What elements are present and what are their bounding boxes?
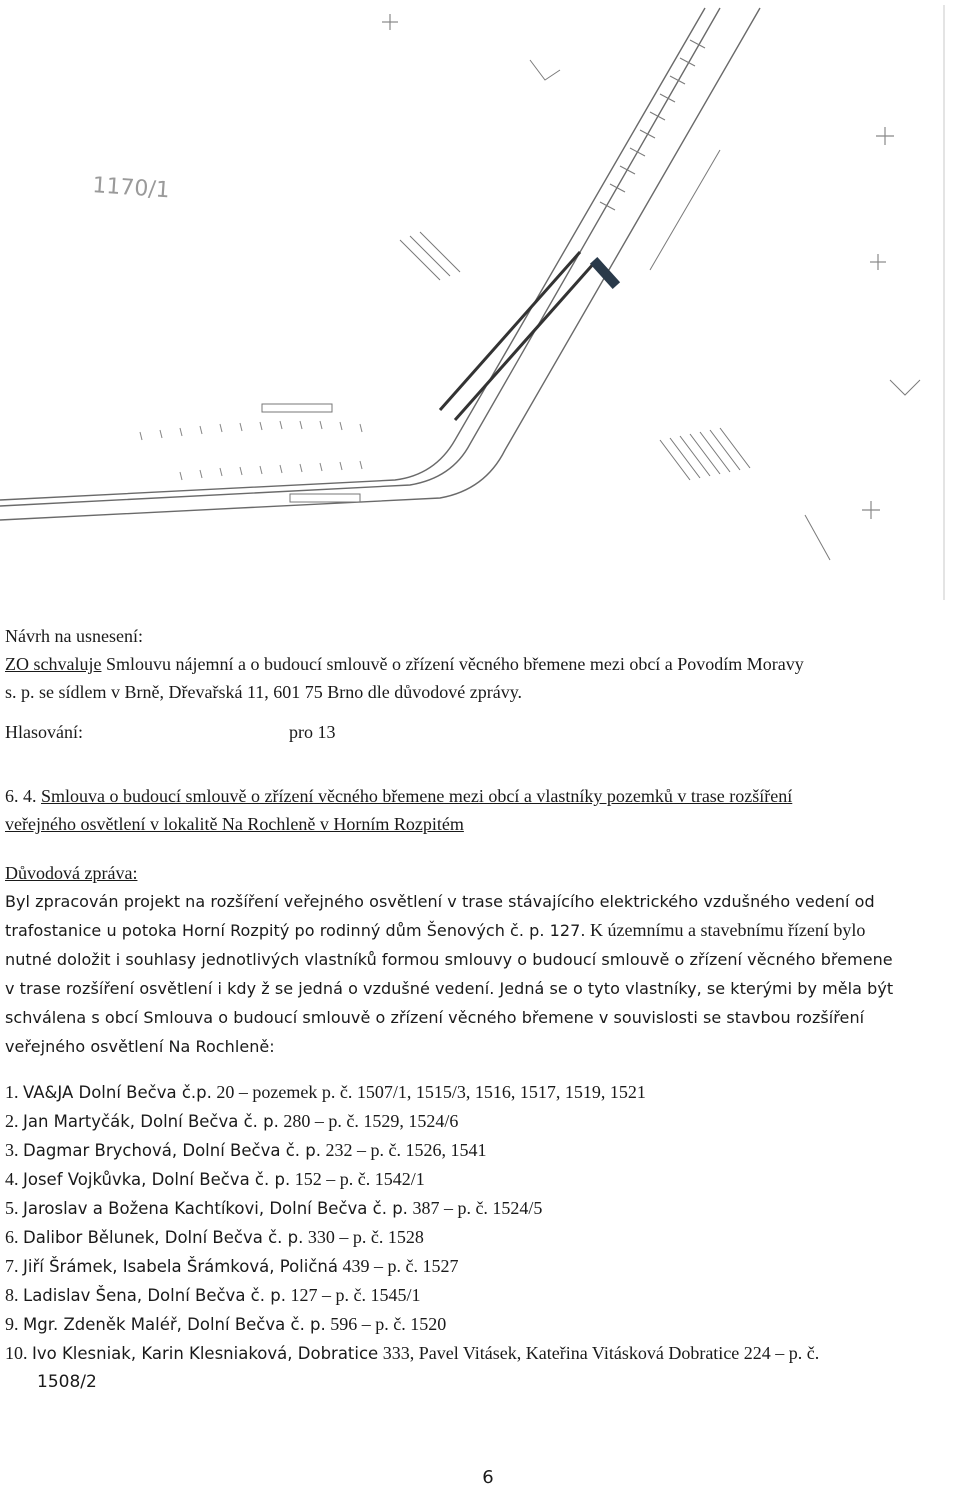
owner-item: [5, 1194, 946, 1223]
item-title-line-2: veřejného osvětlení v lokalitě Na Rochleně v Horním Rozpitém: [5, 814, 464, 834]
owner-number: 3.: [5, 1140, 19, 1160]
owner-parcels: 333, Pavel Vitásek, Kateřina Vitásková Dobratice 224 – p. č.: [378, 1343, 820, 1363]
owner-item: [5, 1078, 946, 1107]
report-line-4-sans: v trase rozšíření osvětlení i kdy ž se jedná o vzdušné vedení.: [5, 979, 495, 998]
report-line-2-serif: K územnímu a stavebnímu řízení bylo: [585, 920, 866, 940]
owner-name: Dalibor Bělunek, Dolní Bečva č. p.: [23, 1228, 304, 1247]
owner-item: [5, 1136, 946, 1165]
owner-number: 8.: [5, 1285, 19, 1305]
resolution-line-1: [5, 650, 946, 678]
owner-parcels: 127 – p. č. 1545/1: [285, 1285, 421, 1305]
owner-number: 2.: [5, 1111, 19, 1131]
owner-name: Ladislav Šena, Dolní Bečva č. p.: [23, 1286, 286, 1305]
report-line-6-text: veřejného osvětlení Na Rochleně:: [5, 1037, 275, 1056]
owner-name: Josef Vojkůvka, Dolní Bečva č. p.: [23, 1170, 291, 1189]
owner-item: [5, 1107, 946, 1136]
owner-name: Ivo Klesniak, Karin Klesniaková, Dobratice: [32, 1344, 379, 1363]
report-line-6: [5, 1032, 946, 1061]
item-title-text-1: Smlouva o budoucí smlouvě o zřízení věcného břemene mezi obcí a vlastníky pozemků v trase rozšíření: [41, 786, 793, 806]
report-line-2: [5, 916, 946, 945]
owner-parcels: 280 – p. č. 1529, 1524/6: [278, 1111, 459, 1131]
owner-item: [5, 1281, 946, 1310]
report-line-2-sans: trafostanice u potoka Horní Rozpitý po rodinný dům Šenových č. p. 127.: [5, 921, 586, 940]
report-line-4-rest: Jedná se o tyto vlastníky, se kterými by měla být: [494, 979, 894, 998]
owners-continuation: 1508/2: [37, 1372, 97, 1392]
report-line-5-text: schválena s obcí Smlouva o budoucí smlouvě o zřízení věcného břemene v souvislosti se stavbou rozšíření: [5, 1008, 865, 1027]
owners-list: [5, 1078, 946, 1396]
vote-row: [5, 718, 946, 746]
owner-name: Jiří Šrámek, Isabela Šrámková, Poličná: [23, 1257, 338, 1276]
owner-parcels: 20 – pozemek p. č. 1507/1, 1515/3, 1516, 1517, 1519, 1521: [211, 1082, 646, 1102]
owner-item: [5, 1223, 946, 1252]
site-plan-drawing: [0, 0, 960, 600]
owner-number: 4.: [5, 1169, 19, 1189]
resolution-lead: ZO schvaluje: [5, 654, 102, 674]
report-heading: Důvodová zpráva:: [5, 863, 138, 883]
owner-item: [5, 1165, 946, 1194]
report-line-4: [5, 974, 946, 1003]
report-section: [5, 859, 946, 1061]
owner-name: Jaroslav a Božena Kachtíkovi, Dolní Bečva č. p.: [23, 1199, 408, 1218]
owner-number: 6.: [5, 1227, 19, 1247]
report-line-1: [5, 887, 946, 916]
report-line-3: [5, 945, 946, 974]
owner-number: 10.: [5, 1343, 28, 1363]
owner-name: Dagmar Brychová, Dolní Bečva č. p.: [23, 1141, 321, 1160]
item-title: [5, 782, 946, 838]
report-line-5: [5, 1003, 946, 1032]
owner-name: Mgr. Zdeněk Maléř, Dolní Bečva č. p.: [23, 1315, 326, 1334]
owner-item: [5, 1252, 946, 1281]
owner-item: [5, 1339, 946, 1368]
owner-parcels: 152 – p. č. 1542/1: [290, 1169, 425, 1189]
resolution-line-2: s. p. se sídlem v Brně, Dřevařská 11, 601 75 Brno dle důvodové zprávy.: [5, 682, 523, 702]
owner-parcels: 387 – p. č. 1524/5: [407, 1198, 543, 1218]
owner-number: 1.: [5, 1082, 19, 1102]
report-line-3-text: nutné doložit i souhlasy jednotlivých vlastníků formou smlouvy o budoucí smlouvě o zřízení věcného břemene: [5, 950, 893, 969]
owner-parcels: 596 – p. č. 1520: [325, 1314, 447, 1334]
sheet-mark: 1170/1: [91, 173, 171, 204]
vote-value: pro 13: [289, 722, 336, 742]
item-title-line-1: [5, 782, 946, 810]
owner-name: VA&JA Dolní Bečva č.p.: [23, 1083, 212, 1102]
owner-item: [5, 1310, 946, 1339]
owner-number: 5.: [5, 1198, 19, 1218]
owner-number: 7.: [5, 1256, 19, 1276]
owner-parcels: 232 – p. č. 1526, 1541: [320, 1140, 487, 1160]
resolution-line1-text: Smlouvu nájemní a o budoucí smlouvě o zřízení věcného břemene mezi obcí a Povodím Moravy: [101, 654, 804, 674]
owner-number: 9.: [5, 1314, 19, 1334]
resolution-section: [5, 622, 946, 746]
owner-name: Jan Martyčák, Dolní Bečva č. p.: [23, 1112, 279, 1131]
owner-parcels: 439 – p. č. 1527: [337, 1256, 459, 1276]
owner-parcels: 330 – p. č. 1528: [303, 1227, 424, 1247]
vote-label: Hlasování:: [5, 722, 83, 742]
report-line-1-text: Byl zpracován projekt na rozšíření veřejného osvětlení v trase stávajícího elektrického vzdušného vedení od: [5, 892, 875, 911]
page-number: 6: [482, 1467, 494, 1488]
item-number: 6. 4.: [5, 786, 41, 806]
resolution-heading: Návrh na usnesení:: [5, 626, 143, 646]
